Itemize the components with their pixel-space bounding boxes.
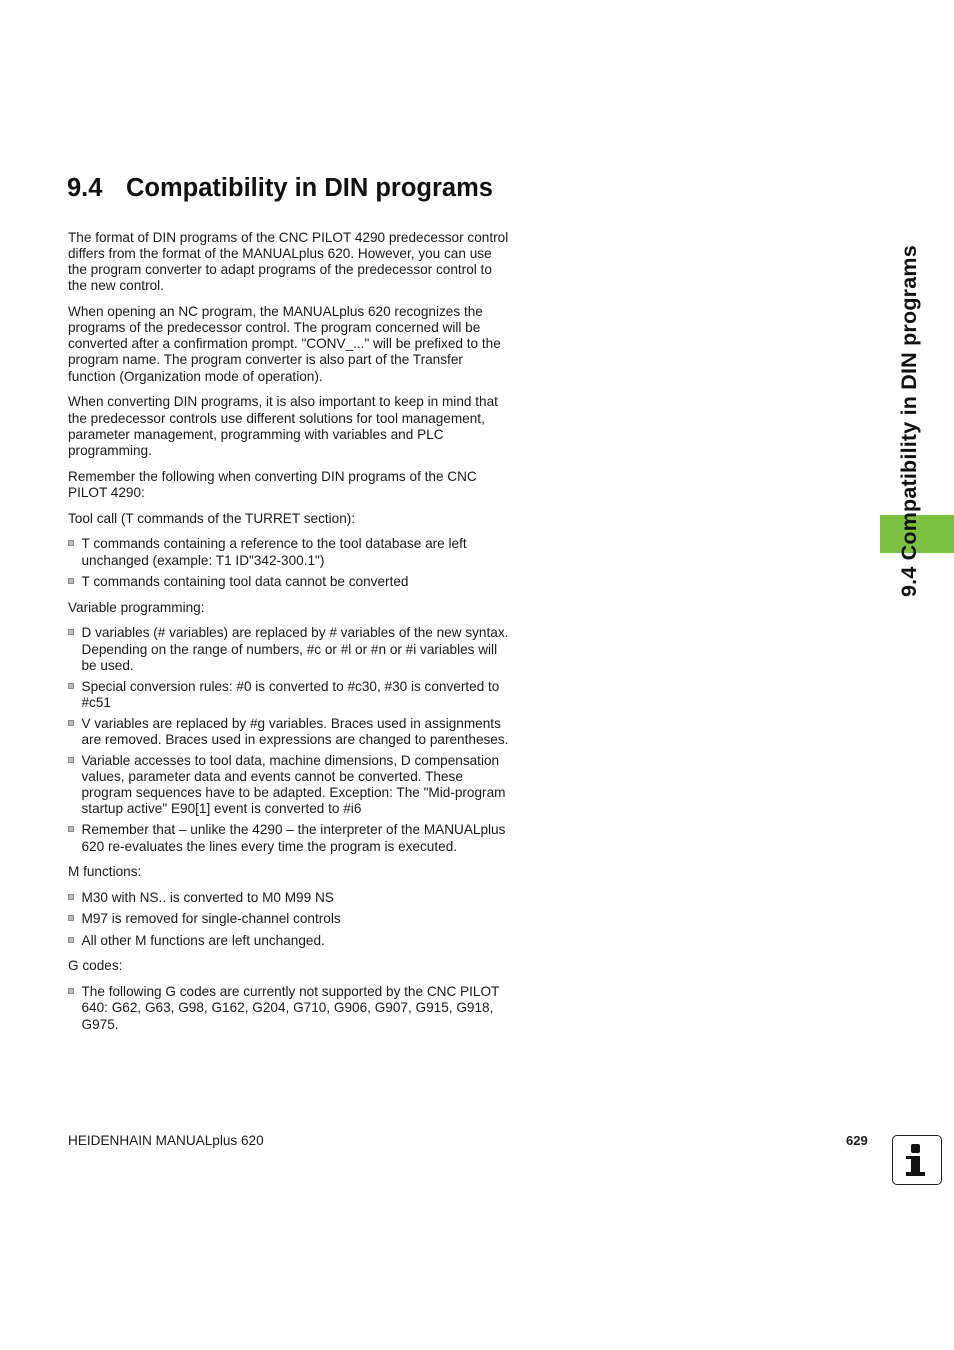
list-item: [68, 536, 513, 568]
square-bullet-icon: [68, 937, 74, 943]
bullet-list: [68, 625, 513, 854]
square-bullet-icon: [68, 826, 74, 832]
footer-product: HEIDENHAIN MANUALplus 620: [68, 1133, 264, 1148]
list-item: [68, 984, 513, 1032]
info-icon: [892, 1135, 942, 1185]
paragraph: Remember the following when converting DIN programs of the CNC PILOT 4290:: [68, 468, 477, 500]
square-bullet-icon: [68, 988, 74, 994]
square-bullet-icon: [68, 683, 74, 689]
list-item-text: Variable accesses to tool data, machine dimensions, D compensation values, parameter data and events cannot be converted. These program sequences have to be adapted. Exception: The "Mid-program startup active" E90[1] event is converted to #i6: [81, 753, 506, 817]
paragraph: When converting DIN programs, it is also important to keep in mind that the predecessor controls use different solutions for tool management, parameter management, programming with variables and PLC programming.: [68, 394, 498, 458]
list-item: [68, 890, 513, 906]
square-bullet-icon: [68, 720, 74, 726]
square-bullet-icon: [68, 915, 74, 921]
list-item: [68, 933, 513, 949]
list-item-text: V variables are replaced by #g variables. Braces used in assignments are removed. Braces used in expressions are changed to parentheses.: [81, 715, 509, 748]
section-number: 9.4: [67, 174, 103, 202]
square-bullet-icon: [68, 540, 74, 546]
list-item: [68, 822, 513, 854]
square-bullet-icon: [68, 629, 74, 635]
side-section-label: 9.4 Compatibility in DIN programs: [897, 245, 921, 597]
square-bullet-icon: [68, 894, 74, 900]
paragraph: M functions:: [68, 864, 142, 880]
bullet-list: [68, 536, 513, 589]
square-bullet-icon: [68, 757, 74, 763]
list-item-text: The following G codes are currently not supported by the CNC PILOT 640: G62, G63, G98, G162, G204, G710, G906, G907, G915, G918, G975.: [81, 984, 500, 1032]
list-item-text: Special conversion rules: #0 is converted to #c30, #30 is converted to #c51: [81, 678, 500, 710]
square-bullet-icon: [68, 578, 74, 584]
bullet-list: [68, 890, 513, 948]
bullet-list: [68, 984, 513, 1032]
list-item-text: All other M functions are left unchanged.: [81, 932, 325, 948]
list-item: [68, 753, 513, 817]
list-item-text: M97 is removed for single-channel controls: [81, 911, 341, 927]
section-heading: [67, 174, 493, 203]
paragraph: The format of DIN programs of the CNC PILOT 4290 predecessor control differs from the format of the MANUALplus 620. However, you can use the program converter to adapt programs of the predecessor control to the new control.: [68, 230, 509, 294]
list-item-text: T commands containing tool data cannot be converted: [81, 573, 409, 589]
list-item: [68, 625, 513, 673]
list-item: [68, 574, 513, 590]
body-content: [68, 230, 513, 1042]
list-item-text: M30 with NS.. is converted to M0 M99 NS: [81, 890, 334, 906]
paragraph: Tool call (T commands of the TURRET section):: [68, 510, 356, 526]
page-number: 629: [846, 1133, 868, 1148]
paragraph: G codes:: [68, 958, 123, 974]
list-item: [68, 911, 513, 927]
list-item: [68, 716, 513, 748]
paragraph: Variable programming:: [68, 599, 205, 615]
list-item-text: Remember that – unlike the 4290 – the interpreter of the MANUALplus 620 re-evaluates the lines every time the program is executed.: [81, 822, 506, 854]
list-item: [68, 679, 513, 711]
list-item-text: D variables (# variables) are replaced by # variables of the new syntax. Depending on the range of numbers, #c or #l or #n or #i variables will be used.: [81, 625, 509, 673]
paragraph: When opening an NC program, the MANUALplus 620 recognizes the programs of the predecessor control. The program concerned will be converted after a confirmation prompt. "CONV_..." will be prefixed to the program name. The program converter is also part of the Transfer function (Organization mode of operation).: [68, 304, 501, 384]
list-item-text: T commands containing a reference to the tool database are left unchanged (example: T1 ID"342-300.1"): [81, 536, 467, 568]
section-title: Compatibility in DIN programs: [126, 174, 493, 202]
